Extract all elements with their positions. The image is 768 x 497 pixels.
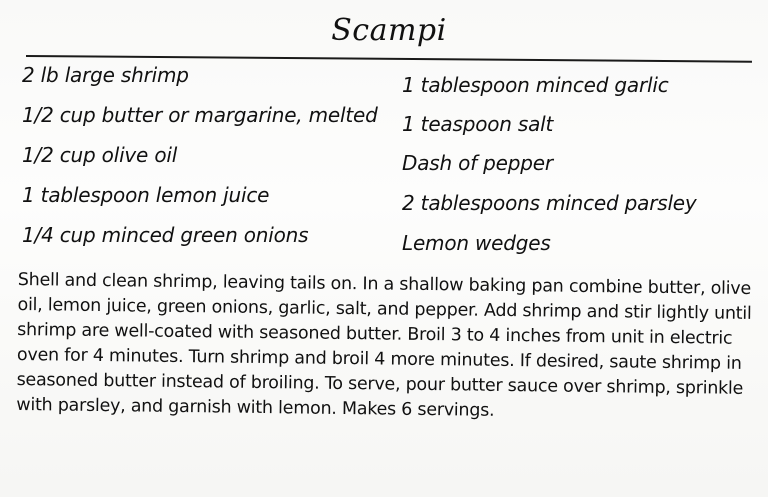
method-text-block	[16, 268, 756, 427]
ingredient-item: 2 tablespoons minced parsley	[402, 191, 697, 215]
ingredient-item: 1 tablespoon minced garlic	[402, 73, 669, 97]
ingredient-item: 2 lb large shrimp	[22, 63, 189, 87]
ingredient-item: 1/2 cup butter or margarine, melted	[22, 103, 378, 127]
recipe-title: Scampi	[331, 13, 447, 48]
ingredients-list	[22, 62, 752, 262]
ingredient-item: Lemon wedges	[402, 231, 551, 255]
ingredient-item: 1/4 cup minced green onions	[22, 223, 309, 247]
ingredient-item: 1 tablespoon lemon juice	[22, 183, 270, 207]
ingredient-item: 1/2 cup olive oil	[22, 143, 178, 167]
ingredient-item: Dash of pepper	[402, 151, 553, 175]
method-paragraph: Shell and clean shrimp, leaving tails on. In a shallow baking pan combine butter, olive oil, lemon juice, green onions, garlic, salt, and pepper. Add shrimp and stir lightly until shrimp are well-coated with seasoned butter. Broil 3 to 4 inches from unit in electric oven for 4 minutes. Turn shrimp and broil 4 more minutes. If desired, saute shrimp in seasoned butter instead of broiling. To serve, pour butter sauce over shrimp, sprinkle with parsley, and garnish with lemon. Makes 6 servings.	[16, 269, 752, 421]
ingredient-item: 1 teaspoon salt	[402, 112, 554, 136]
